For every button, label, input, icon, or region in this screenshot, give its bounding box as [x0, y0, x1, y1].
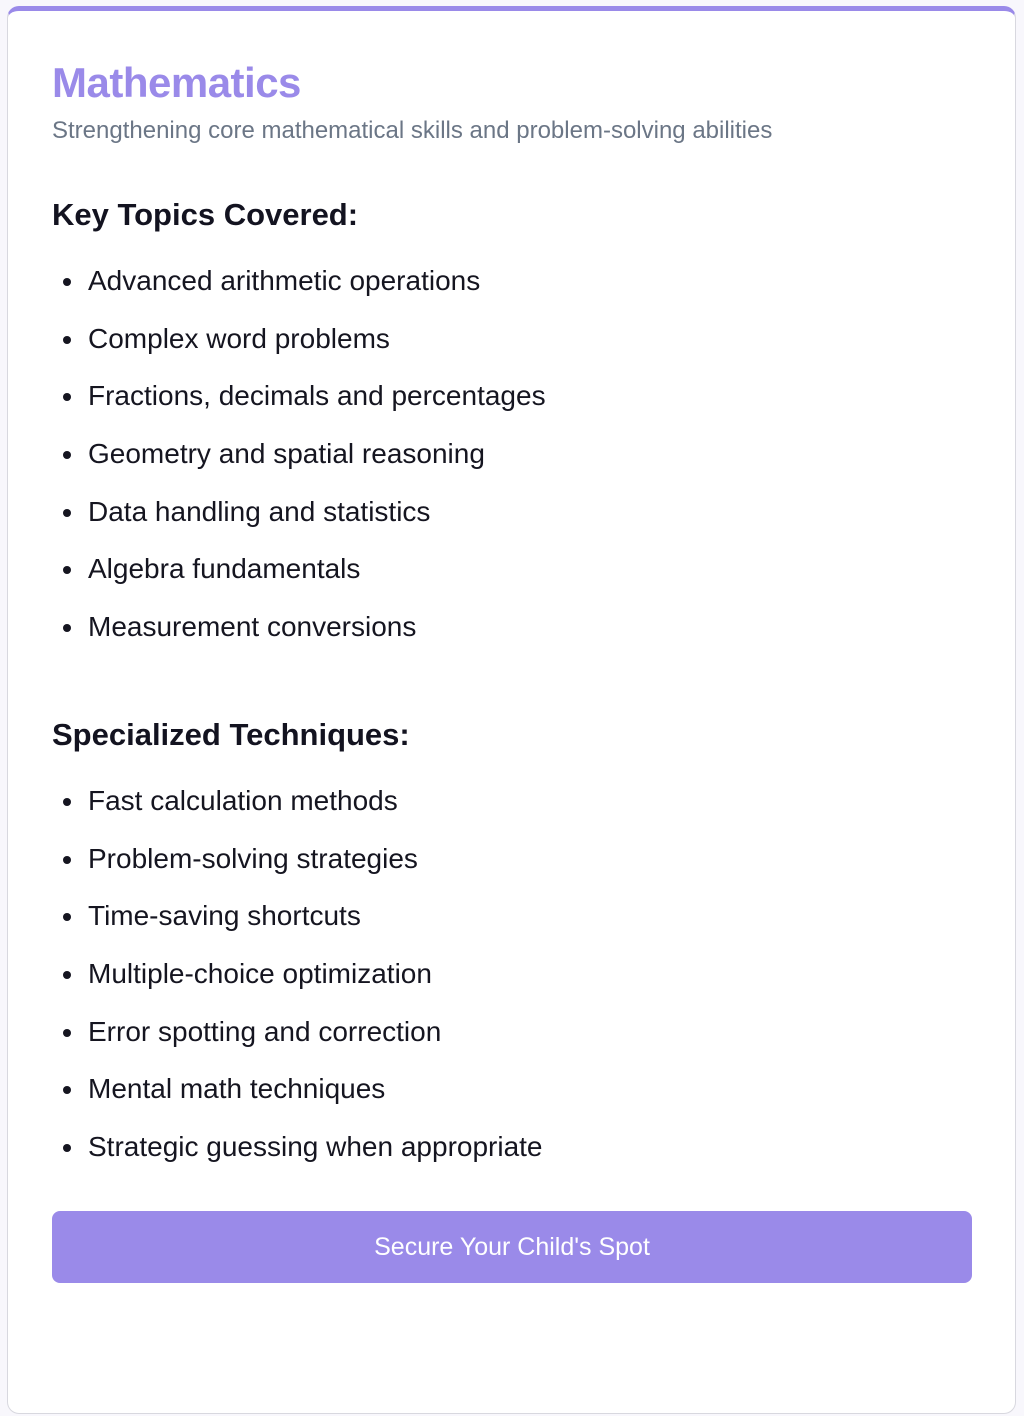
- list-item: [52, 900, 971, 958]
- list-item-label: Multiple-choice optimization: [88, 957, 432, 989]
- list-item: [52, 1016, 971, 1074]
- bullet-icon: [63, 1086, 71, 1094]
- techniques-heading: Specialized Techniques:: [52, 716, 410, 752]
- list-item-label: Advanced arithmetic operations: [88, 265, 481, 296]
- list-item-label: Measurement conversions: [88, 611, 417, 643]
- list-item: [52, 323, 971, 381]
- list-item-label: Geometry and spatial reasoning: [88, 438, 485, 470]
- list-item-label: Time-saving shortcuts: [88, 900, 361, 932]
- list-item: [52, 496, 971, 554]
- list-item-label: Algebra fundamentals: [88, 553, 361, 585]
- techniques-list: [52, 785, 971, 1189]
- key-topics-list: [52, 265, 971, 669]
- bullet-icon: [63, 336, 71, 344]
- bullet-icon: [63, 509, 71, 517]
- list-item-label: Fractions, decimals and percentages: [88, 380, 546, 412]
- list-item: [52, 785, 971, 843]
- secure-spot-button[interactable]: Secure Your Child's Spot: [52, 1211, 972, 1283]
- list-item: [52, 553, 971, 611]
- key-topics-heading: Key Topics Covered:: [52, 197, 359, 232]
- list-item: [52, 611, 971, 669]
- list-item-label: Mental math techniques: [88, 1073, 386, 1105]
- bullet-icon: [63, 971, 71, 979]
- list-item: [52, 843, 971, 901]
- bullet-icon: [63, 913, 71, 921]
- list-item: [52, 438, 971, 496]
- bullet-icon: [63, 566, 71, 574]
- bullet-icon: [63, 278, 71, 286]
- bullet-icon: [63, 1144, 71, 1152]
- list-item: [52, 265, 971, 323]
- bullet-icon: [63, 451, 71, 459]
- list-item: [52, 380, 971, 438]
- list-item-label: Problem-solving strategies: [88, 842, 418, 874]
- list-item-label: Data handling and statistics: [88, 495, 431, 527]
- list-item: [52, 1131, 971, 1189]
- list-item-label: Error spotting and correction: [88, 1015, 442, 1047]
- card-subtitle: Strengthening core mathematical skills and problem-solving abilities: [52, 117, 773, 144]
- card-title: Mathematics: [52, 59, 301, 106]
- bullet-icon: [63, 1029, 71, 1037]
- bullet-icon: [63, 624, 71, 632]
- bullet-icon: [63, 798, 71, 806]
- list-item-label: Fast calculation methods: [88, 784, 398, 816]
- list-item: [52, 1073, 971, 1131]
- bullet-icon: [63, 393, 71, 401]
- list-item-label: Complex word problems: [88, 322, 390, 354]
- mathematics-card: [7, 6, 1016, 1414]
- card-content: [8, 11, 1015, 1283]
- list-item-label: Strategic guessing when appropriate: [88, 1130, 543, 1162]
- list-item: [52, 958, 971, 1016]
- bullet-icon: [63, 856, 71, 864]
